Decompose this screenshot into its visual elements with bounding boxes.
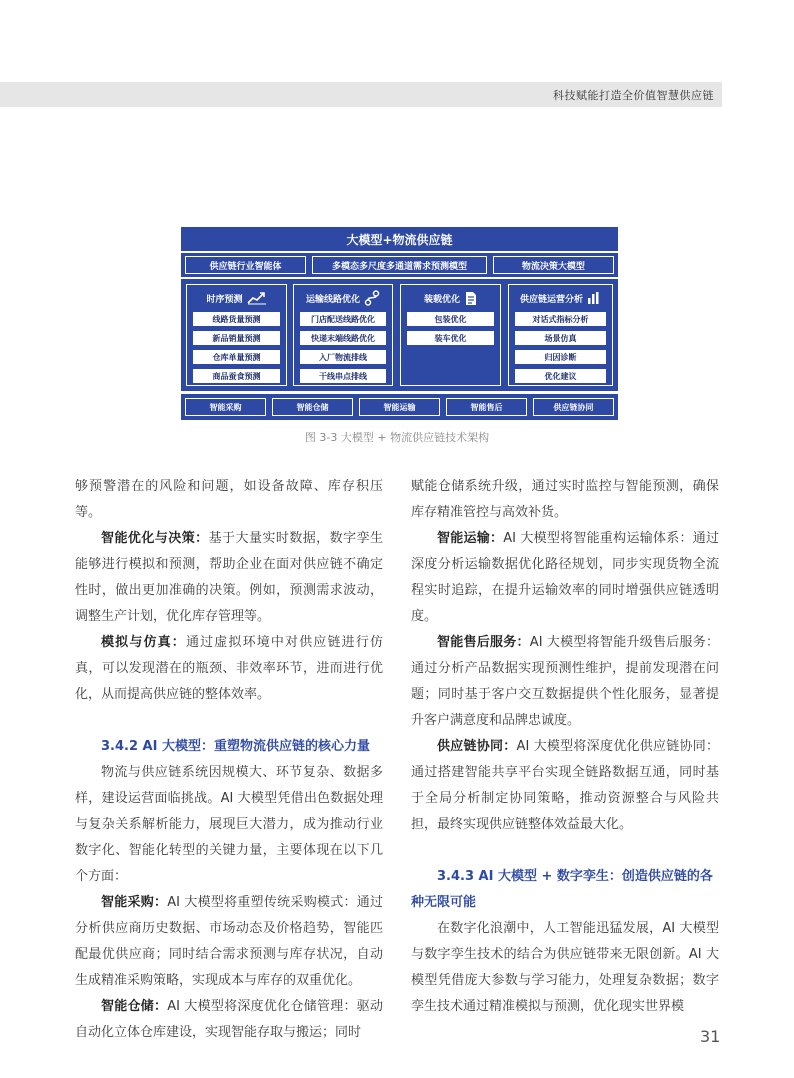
model-pill: 多模态多尺度多通道需求预测模型 bbox=[312, 256, 487, 274]
paragraph-text: 通过虚拟环境中对供应链进行仿真，可以发现潜在的瓶颈、非效率环节，进而进行优化，从而提高供应链的整体效率。 bbox=[75, 635, 383, 702]
panel-item: 场景仿真 bbox=[515, 331, 606, 345]
diagram-application-row bbox=[181, 394, 618, 420]
left-column bbox=[75, 474, 383, 1046]
term-bold: 模拟与仿真： bbox=[101, 635, 186, 650]
term-bold: 智能售后服务： bbox=[437, 635, 530, 650]
paragraph-text: AI 大模型将智能升级售后服务：通过分析产品数据实现预测性维护，提前发现潜在问题；同时基于客户交互数据提供个性化服务，显著提升客户满意度和品牌忠诚度。 bbox=[411, 635, 719, 728]
paragraph-text: AI 大模型将深度优化供应链协同：通过搭建智能共享平台实现全链路数据互通，同时基于全局分析制定协同策略，推动资源整合与风险共担，最终实现供应链整体效益最大化。 bbox=[411, 739, 719, 832]
figure-caption: 图 3-3 大模型 + 物流供应链技术架构 bbox=[304, 431, 490, 444]
model-pill: 物流决策大模型 bbox=[493, 256, 614, 274]
panel-item: 包装优化 bbox=[407, 312, 494, 326]
paragraph: 物流与供应链系统因规模大、环节复杂、数据多样，建设运营面临挑战。AI 大模型凭借出色数据处理与复杂关系解析能力，展现巨大潜力，成为推动行业数字化、智能化转型的关键力量，主要体现在以下几个方面： bbox=[75, 765, 383, 884]
paragraph bbox=[411, 630, 719, 734]
panel-title: 时序预测 bbox=[206, 294, 243, 305]
bar-chart-icon bbox=[587, 291, 601, 305]
panel-loading-optimization bbox=[400, 284, 501, 386]
application-pill: 供应链协同 bbox=[533, 398, 614, 416]
paragraph-text: AI 大模型将智能重构运输体系：通过深度分析运输数据优化路径规划，同步实现货物全流程实时追踪，在提升运输效率的同时增强供应链透明度。 bbox=[411, 531, 719, 624]
panel-title: 供应链运营分析 bbox=[519, 294, 583, 305]
paragraph bbox=[75, 994, 383, 1046]
term-bold: 智能采购： bbox=[101, 895, 168, 910]
panel-item: 仓库单量预测 bbox=[193, 350, 280, 364]
document-icon bbox=[464, 291, 477, 306]
section-heading: 3.4.2 AI 大模型：重塑物流供应链的核心力量 bbox=[101, 739, 370, 754]
panel-item: 快递末端线路优化 bbox=[300, 331, 386, 345]
panel-item: 优化建议 bbox=[515, 369, 606, 383]
panel-item: 对话式指标分析 bbox=[515, 312, 606, 326]
term-bold: 智能仓储： bbox=[101, 999, 168, 1014]
panel-item: 干线串点排线 bbox=[300, 369, 386, 383]
paragraph bbox=[411, 526, 719, 630]
paragraph: 够预警潜在的风险和问题，如设备故障、库存积压等。 bbox=[75, 479, 383, 520]
page-number: 31 bbox=[700, 1027, 721, 1046]
panel-time-series bbox=[186, 284, 287, 386]
diagram-title: 大模型+物流供应链 bbox=[181, 227, 618, 251]
panel-title: 装载优化 bbox=[423, 294, 460, 305]
panel-item: 入厂物流排线 bbox=[300, 350, 386, 364]
panel-item: 商品蚕食预测 bbox=[193, 369, 280, 383]
panel-item: 线路货量预测 bbox=[193, 312, 280, 326]
panel-route-optimization bbox=[293, 284, 393, 386]
running-header-title: 科技赋能打造全价值智慧供应链 bbox=[553, 89, 714, 102]
panel-operations-analysis bbox=[508, 284, 613, 386]
application-pill: 智能采购 bbox=[185, 398, 266, 416]
diagram-model-row bbox=[181, 253, 618, 277]
header-band bbox=[0, 82, 722, 107]
paragraph bbox=[75, 630, 383, 708]
right-column bbox=[411, 474, 719, 1020]
application-pill: 智能运输 bbox=[359, 398, 440, 416]
panel-title: 运输线路优化 bbox=[305, 294, 360, 305]
paragraph bbox=[75, 526, 383, 630]
panel-item: 归因诊断 bbox=[515, 350, 606, 364]
paragraph: 赋能仓储系统升级，通过实时监控与智能预测，确保库存精准管控与高效补货。 bbox=[411, 479, 719, 520]
diagram-capability-area bbox=[181, 279, 618, 391]
architecture-diagram bbox=[181, 227, 618, 421]
paragraph-text: AI 大模型将重塑传统采购模式：通过分析供应商历史数据、市场动态及价格趋势，智能匹配最优供应商；同时结合需求预测与库存状况，自动生成精准采购策略，实现成本与库存的双重优化。 bbox=[75, 895, 383, 988]
paragraph-text: 基于大量实时数据，数字孪生能够进行模拟和预测，帮助企业在面对供应链不确定性时，做出更加准确的决策。例如，预测需求波动，调整生产计划，优化库存管理等。 bbox=[75, 531, 383, 624]
term-bold: 智能运输： bbox=[437, 531, 504, 546]
panel-item: 新品销量预测 bbox=[193, 331, 280, 345]
section-heading: 3.4.3 AI 大模型 + 数字孪生：创造供应链的各种无限可能 bbox=[411, 869, 713, 910]
paragraph bbox=[75, 890, 383, 994]
model-pill: 供应链行业智能体 bbox=[185, 256, 306, 274]
paragraph bbox=[411, 734, 719, 838]
paragraph: 在数字化浪潮中，人工智能迅猛发展，AI 大模型与数字孪生技术的结合为供应链带来无限创新。AI 大模型凭借庞大参数与学习能力，处理复杂数据；数字孪生技术通过精准模拟与预测，优化现实世界模 bbox=[411, 921, 719, 1014]
route-icon bbox=[364, 290, 380, 306]
application-pill: 智能仓储 bbox=[272, 398, 353, 416]
term-bold: 供应链协同： bbox=[437, 739, 517, 754]
term-bold: 智能优化与决策： bbox=[101, 531, 209, 546]
application-pill: 智能售后 bbox=[446, 398, 527, 416]
trend-chart-icon bbox=[247, 291, 267, 305]
panel-item: 装车优化 bbox=[407, 331, 494, 345]
panel-item: 门店配送线路优化 bbox=[300, 312, 386, 326]
paragraph-text: AI 大模型将深度优化仓储管理：驱动自动化立体仓库建设，实现智能存取与搬运；同时 bbox=[75, 999, 383, 1040]
